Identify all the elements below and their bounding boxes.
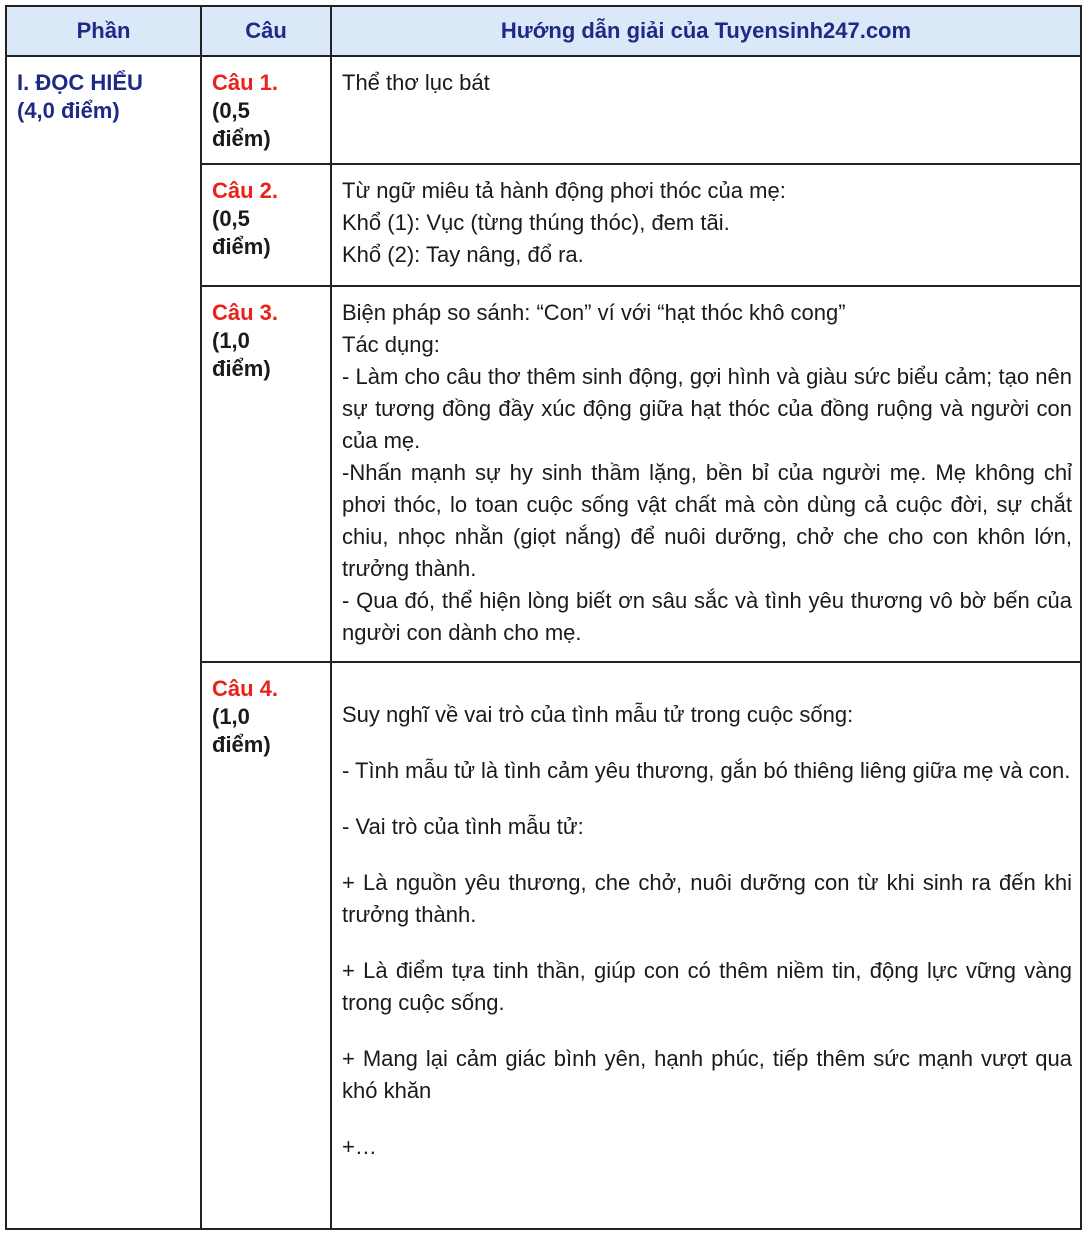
question-label: Câu 4. bbox=[212, 676, 279, 701]
question-label: Câu 2. bbox=[212, 178, 279, 203]
answer-cell bbox=[331, 662, 1081, 1229]
answer-cell bbox=[331, 164, 1081, 286]
answer-table bbox=[5, 5, 1082, 1230]
answer-line: Khổ (1): Vục (từng thúng thóc), đem tãi. bbox=[342, 210, 730, 235]
answer-line: Từ ngữ miêu tả hành động phơi thóc của mẹ: bbox=[342, 178, 786, 203]
answer-line: Biện pháp so sánh: “Con” ví với “hạt thóc khô cong” bbox=[342, 300, 846, 325]
section-title: I. ĐỌC HIỂU bbox=[17, 70, 143, 95]
answer-line: Khổ (2): Tay nâng, đổ ra. bbox=[342, 242, 584, 267]
question-cell bbox=[201, 164, 331, 286]
answer-cell bbox=[331, 286, 1081, 662]
answer-line: + Là điểm tựa tinh thần, giúp con có thêm niềm tin, động lực vững vàng trong cuộc sống. bbox=[342, 958, 1072, 1015]
question-label: Câu 3. bbox=[212, 300, 279, 325]
section-cell bbox=[6, 56, 201, 1229]
question-label: Câu 1. bbox=[212, 70, 279, 95]
header-guide: Hướng dẫn giải của Tuyensinh247.com bbox=[331, 6, 1081, 56]
answer-line: + Mang lại cảm giác bình yên, hạnh phúc, tiếp thêm sức mạnh vượt qua khó khăn bbox=[342, 1046, 1072, 1103]
answer-line: - Tình mẫu tử là tình cảm yêu thương, gắn bó thiêng liêng giữa mẹ và con. bbox=[342, 758, 1071, 783]
question-points: (1,0 điểm) bbox=[212, 704, 271, 757]
question-points: (0,5 điểm) bbox=[212, 206, 271, 259]
question-cell bbox=[201, 286, 331, 662]
question-cell bbox=[201, 662, 331, 1229]
answer-cell bbox=[331, 56, 1081, 164]
question-points: (0,5 điểm) bbox=[212, 98, 271, 151]
answer-line: Tác dụng: bbox=[342, 332, 440, 357]
answer-line: Suy nghĩ về vai trò của tình mẫu tử trong cuộc sống: bbox=[342, 702, 854, 727]
answer-line: - Làm cho câu thơ thêm sinh động, gợi hình và giàu sức biểu cảm; tạo nên sự tương đồng đầy xúc động giữa hạt thóc của đồng ruộng và người con của mẹ. bbox=[342, 364, 1072, 453]
answer-guide bbox=[5, 5, 1080, 1230]
table-row bbox=[6, 56, 1081, 164]
answer-line: +… bbox=[342, 1134, 377, 1159]
question-points: (1,0 điểm) bbox=[212, 328, 271, 381]
question-cell bbox=[201, 56, 331, 164]
answer-line: -Nhấn mạnh sự hy sinh thầm lặng, bền bỉ của người mẹ. Mẹ không chỉ phơi thóc, lo toan cuộc sống vật chất mà còn dùng cả cuộc đời, sự chắt chiu, nhọc nhằn (giọt nắng) để nuôi dưỡng, chở che cho con khôn lớn, trưởng thành. bbox=[342, 460, 1072, 581]
answer-line: - Vai trò của tình mẫu tử: bbox=[342, 814, 584, 839]
header-question: Câu bbox=[201, 6, 331, 56]
section-points: (4,0 điểm) bbox=[17, 98, 120, 123]
answer-line: - Qua đó, thể hiện lòng biết ơn sâu sắc và tình yêu thương vô bờ bến của người con dành cho mẹ. bbox=[342, 588, 1072, 645]
table-header-row bbox=[6, 6, 1081, 56]
answer-line: Thể thơ lục bát bbox=[342, 70, 490, 95]
answer-line: + Là nguồn yêu thương, che chở, nuôi dưỡng con từ khi sinh ra đến khi trưởng thành. bbox=[342, 870, 1072, 927]
header-part: Phần bbox=[6, 6, 201, 56]
